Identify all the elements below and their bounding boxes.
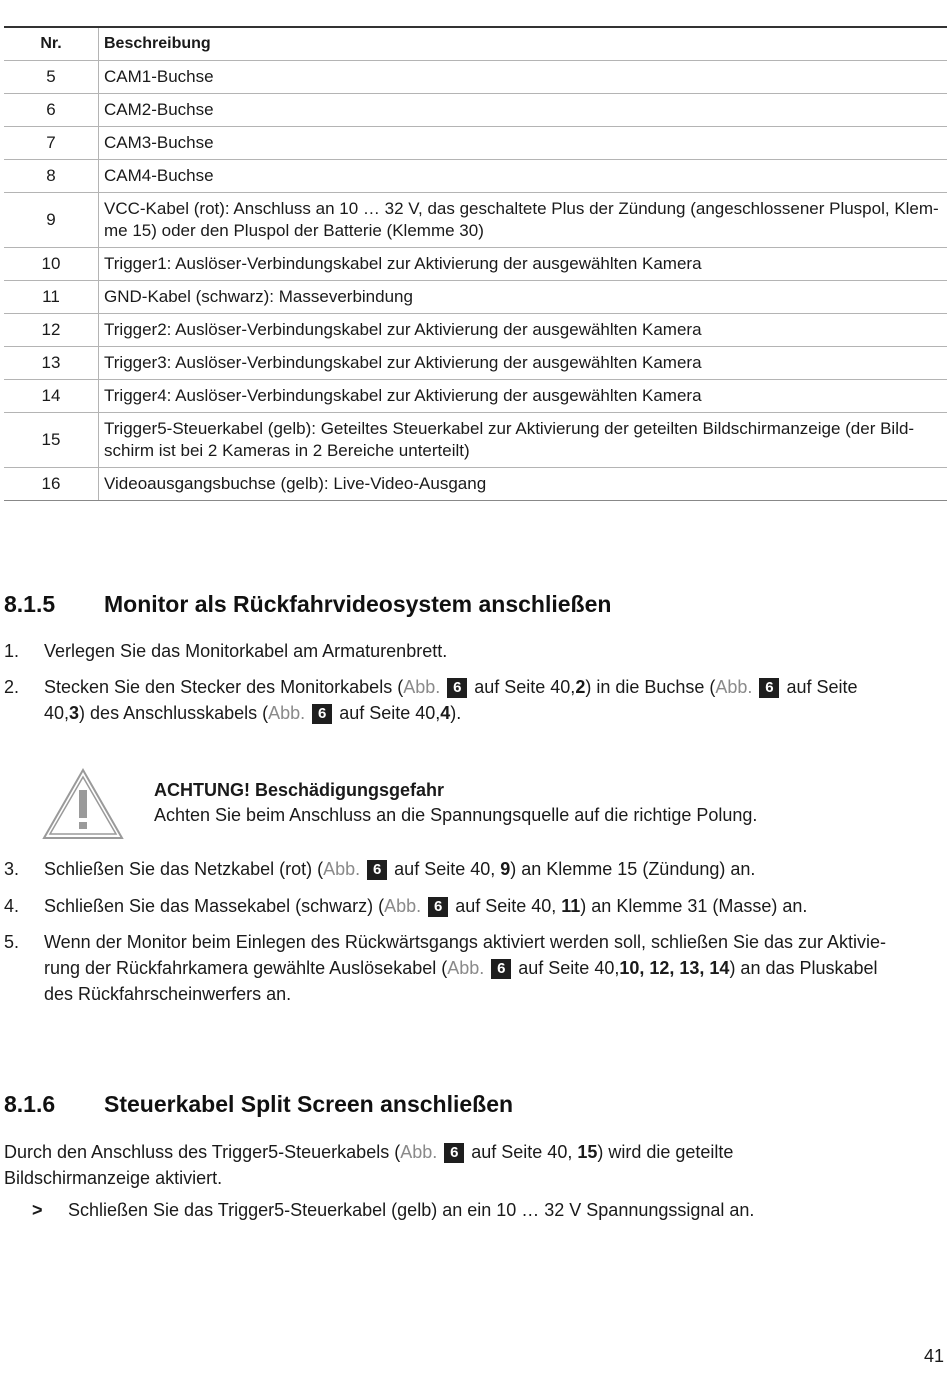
table-row [4,193,947,248]
table-row [4,61,947,94]
row-number: 14 [4,380,99,413]
text-run: ) an Klemme 31 (Masse) an. [580,896,808,916]
text-run: ) des Anschlusskabels ( [79,703,269,723]
row-description-line: VCC-Kabel (rot): Anschluss an 10 … 32 V, das geschaltete Plus der Zündung (angeschlossener Pluspol, Klem- [104,199,939,218]
row-number: 5 [4,61,99,94]
text-run: Durch den Anschluss des Trigger5-Steuerkabels ( [4,1142,401,1162]
text-run: auf Seite 40, [466,1142,578,1162]
text-run: auf Seite [781,677,858,697]
text-run: ) an Klemme 15 (Zündung) an. [510,859,756,879]
step-text [44,929,934,1007]
row-number: 9 [4,193,99,248]
row-description: Trigger3: Auslöser-Verbindungskabel zur Aktivierung der ausgewählten Kamera [99,347,948,380]
item-number: 15 [577,1142,598,1162]
step-text [44,856,934,882]
item-number: 4 [440,703,451,723]
instruction-bullet [32,1197,932,1223]
step-number: 4. [4,896,20,916]
row-description [99,193,948,248]
step-4 [4,893,934,919]
table-row [4,248,947,281]
table-row [4,347,947,380]
table-header-row [4,27,947,61]
page-number: 41 [923,1346,944,1366]
item-number: 11 [561,896,581,916]
text-run: auf Seite 40, [389,859,501,879]
figure-number-badge[interactable]: 6 [491,959,511,979]
table-row [4,281,947,314]
row-description-line: Trigger5-Steuerkabel (gelb): Geteiltes Steuerkabel zur Aktivierung der geteilten Bildschirmanzeige (der Bild- [104,419,915,438]
section-paragraph [4,1139,904,1191]
row-description: Trigger4: Auslöser-Verbindungskabel zur Aktivierung der ausgewählten Kamera [99,380,948,413]
section-title: Monitor als Rückfahrvideosystem anschließen [104,591,612,617]
step-text [44,893,934,919]
section-heading-8-1-5 [4,591,611,618]
row-description: GND-Kabel (schwarz): Masseverbindung [99,281,948,314]
figure-reference-link[interactable]: Abb. [403,677,441,697]
bullet-text: Schließen Sie das Trigger5-Steuerkabel (gelb) an ein 10 … 32 V Spannungssignal an. [68,1200,755,1220]
step-number: 1. [4,641,20,661]
table-row [4,380,947,413]
item-number: 3 [69,703,80,723]
row-description-line: me 15) oder den Pluspol der Batterie (Klemme 30) [104,221,484,240]
row-description-line: schirm ist bei 2 Kameras in 2 Bereiche unterteilt) [104,441,470,460]
text-run: auf Seite 40, [450,896,562,916]
figure-number-badge[interactable]: 6 [447,678,467,698]
text-run: rung der Rückfahrkamera gewählte Auslösekabel ( [44,958,448,978]
figure-number-badge[interactable]: 6 [759,678,779,698]
warning-text: Achten Sie beim Anschluss an die Spannungsquelle auf die richtige Polung. [154,805,758,825]
row-description: CAM4-Buchse [99,160,948,193]
figure-reference-link[interactable]: Abb. [400,1142,438,1162]
column-header-description: Beschreibung [99,27,948,61]
connection-table [4,26,947,501]
table-row [4,94,947,127]
row-number: 10 [4,248,99,281]
text-run: auf Seite 40, [334,703,441,723]
step-2 [4,674,934,726]
text-run: Schließen Sie das Massekabel (schwarz) ( [44,896,385,916]
text-run: ) in die Buchse ( [585,677,716,697]
table-row [4,127,947,160]
column-header-nr: Nr. [4,27,99,61]
row-description: Trigger1: Auslöser-Verbindungskabel zur Aktivierung der ausgewählten Kamera [99,248,948,281]
step-3 [4,856,934,882]
section-title: Steuerkabel Split Screen anschließen [104,1091,514,1117]
figure-number-badge[interactable]: 6 [444,1143,464,1163]
step-text [44,674,934,726]
row-description [99,413,948,468]
row-number: 15 [4,413,99,468]
row-description: CAM3-Buchse [99,127,948,160]
figure-reference-link[interactable]: Abb. [268,703,306,723]
item-number: 2 [575,677,586,697]
text-run: auf Seite 40, [469,677,576,697]
figure-reference-link[interactable]: Abb. [447,958,485,978]
text-run: Bildschirmanzeige aktiviert. [4,1168,223,1188]
row-description: CAM1-Buchse [99,61,948,94]
row-number: 12 [4,314,99,347]
step-text: Verlegen Sie das Monitorkabel am Armaturenbrett. [44,641,448,661]
step-1 [4,638,934,664]
text-run: Schließen Sie das Netzkabel (rot) ( [44,859,324,879]
text-run: ) an das Pluskabel [729,958,878,978]
item-number: 9 [500,859,511,879]
row-number: 13 [4,347,99,380]
step-number: 5. [4,932,20,952]
figure-number-badge[interactable]: 6 [367,860,387,880]
row-number: 16 [4,468,99,501]
table-row [4,413,947,468]
step-number: 3. [4,859,20,879]
item-number: 10, 12, 13, 14 [619,958,730,978]
text-run: ). [450,703,462,723]
section-heading-8-1-6 [4,1091,513,1118]
figure-reference-link[interactable]: Abb. [323,859,361,879]
bullet-marker: > [32,1200,43,1220]
row-number: 11 [4,281,99,314]
step-5 [4,929,934,1007]
text-run: Stecken Sie den Stecker des Monitorkabels ( [44,677,404,697]
figure-reference-link[interactable]: Abb. [715,677,753,697]
section-number: 8.1.5 [4,591,56,617]
figure-number-badge[interactable]: 6 [428,897,448,917]
figure-number-badge[interactable]: 6 [312,704,332,724]
table-row [4,160,947,193]
figure-reference-link[interactable]: Abb. [384,896,422,916]
row-number: 6 [4,94,99,127]
row-number: 7 [4,127,99,160]
warning-triangle-icon [42,768,124,840]
text-run: ) wird die geteilte [597,1142,734,1162]
row-description: Trigger2: Auslöser-Verbindungskabel zur Aktivierung der ausgewählten Kamera [99,314,948,347]
warning-title: ACHTUNG! Beschädigungsgefahr [154,780,445,800]
text-run: des Rückfahrscheinwerfers an. [44,984,292,1004]
text-run: Wenn der Monitor beim Einlegen des Rückwärtsgangs aktiviert werden soll, schließen Sie das zur Aktivie- [44,932,887,952]
text-run: auf Seite 40, [513,958,620,978]
row-description: Videoausgangsbuchse (gelb): Live-Video-Ausgang [99,468,948,501]
table-row [4,468,947,501]
warning-notice [42,768,922,840]
row-number: 8 [4,160,99,193]
row-description: CAM2-Buchse [99,94,948,127]
step-number: 2. [4,677,20,697]
section-number: 8.1.6 [4,1091,56,1117]
table-row [4,314,947,347]
text-run: 40, [44,703,70,723]
